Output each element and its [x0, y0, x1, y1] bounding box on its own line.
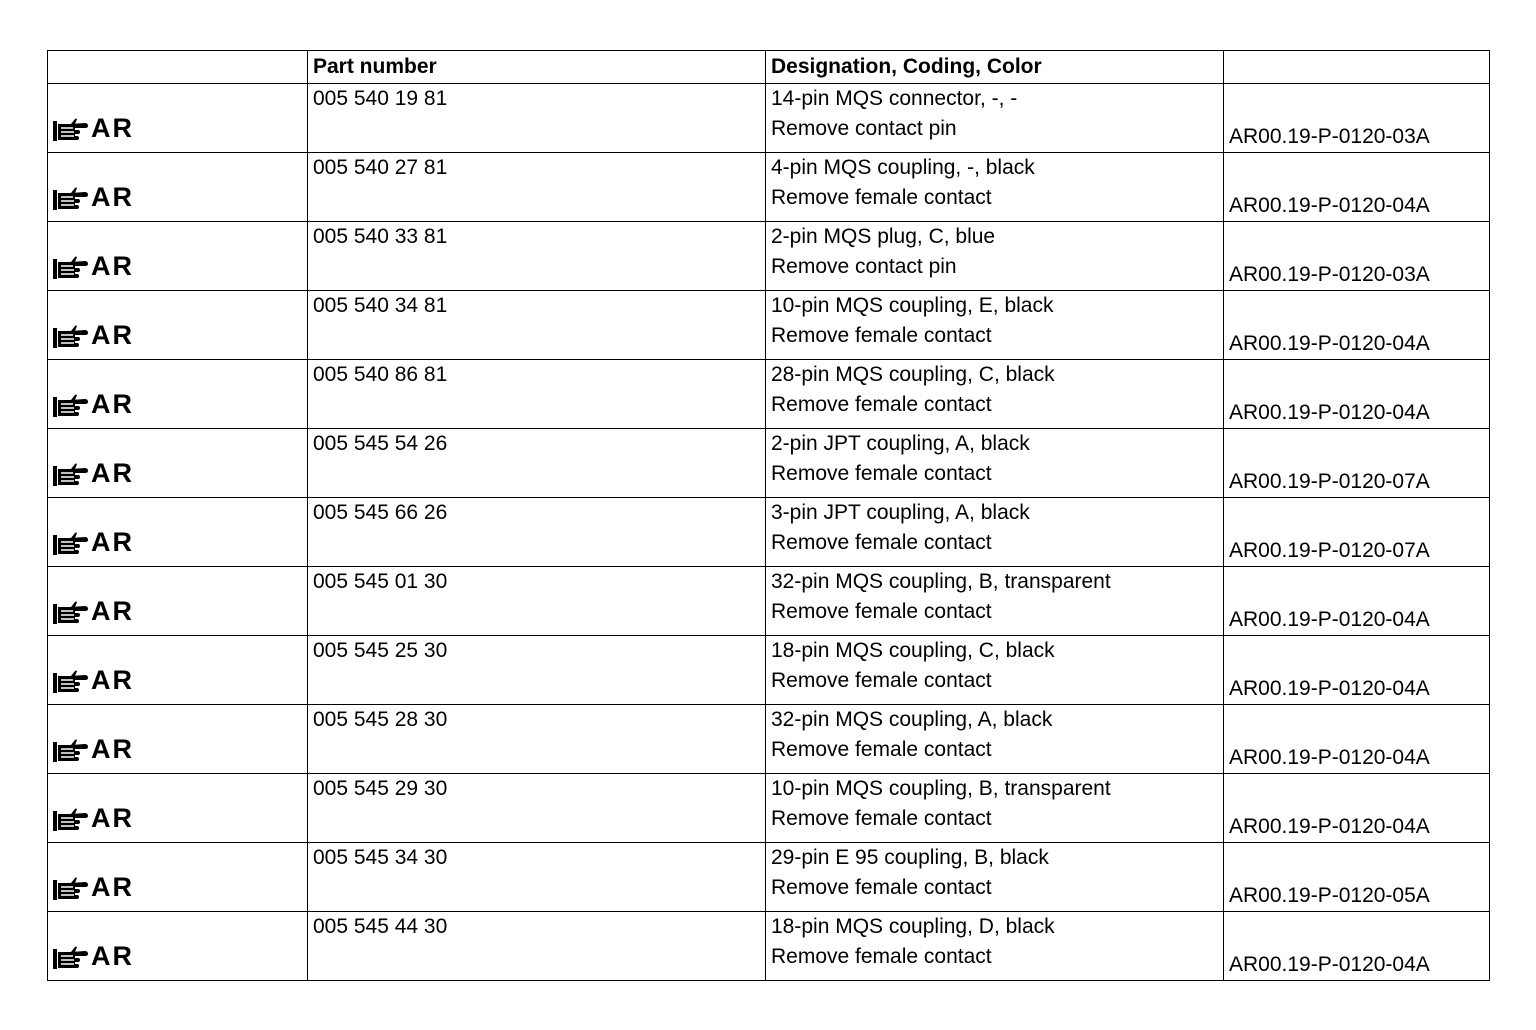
ar-reference[interactable] — [51, 247, 134, 281]
ar-reference[interactable] — [51, 937, 134, 971]
reference-cell — [48, 843, 308, 912]
reference-cell — [48, 705, 308, 774]
ar-label: AR — [91, 251, 134, 281]
designation-text: 10-pin MQS coupling, E, black — [771, 294, 1054, 317]
document-reference-cell[interactable]: AR00.19-P-0120-07A — [1224, 498, 1490, 567]
action-text: Remove contact pin — [771, 255, 957, 278]
document-reference-cell[interactable]: AR00.19-P-0120-04A — [1224, 912, 1490, 981]
part-number-cell: 005 540 19 81 — [308, 84, 766, 153]
ar-label: AR — [91, 941, 134, 971]
reference-cell — [48, 291, 308, 360]
ar-reference[interactable] — [51, 316, 134, 350]
table-row — [48, 291, 1490, 360]
ar-reference[interactable] — [51, 454, 134, 488]
designation-cell — [766, 912, 1224, 981]
designation-text: 14-pin MQS connector, -, - — [771, 87, 1018, 110]
ar-reference[interactable] — [51, 523, 134, 557]
part-number-cell: 005 545 29 30 — [308, 774, 766, 843]
designation-cell — [766, 84, 1224, 153]
ar-reference[interactable] — [51, 730, 134, 764]
designation-text: 2-pin MQS plug, C, blue — [771, 225, 996, 248]
part-number-cell: 005 540 34 81 — [308, 291, 766, 360]
header-blank-left — [48, 51, 308, 84]
ar-reference[interactable] — [51, 868, 134, 902]
pointing-hand-icon — [51, 874, 89, 902]
document-reference-cell[interactable]: AR00.19-P-0120-07A — [1224, 429, 1490, 498]
action-text: Remove female contact — [771, 807, 992, 830]
reference-cell — [48, 774, 308, 843]
table-row — [48, 774, 1490, 843]
part-number-cell: 005 545 66 26 — [308, 498, 766, 567]
document-reference-cell[interactable]: AR00.19-P-0120-03A — [1224, 222, 1490, 291]
action-text: Remove female contact — [771, 600, 992, 623]
pointing-hand-icon — [51, 667, 89, 695]
header-designation: Designation, Coding, Color — [766, 51, 1224, 84]
designation-cell — [766, 567, 1224, 636]
action-text: Remove female contact — [771, 876, 992, 899]
designation-text: 4-pin MQS coupling, -, black — [771, 156, 1035, 179]
designation-cell — [766, 222, 1224, 291]
table-header-row — [48, 51, 1490, 84]
table-row — [48, 222, 1490, 291]
designation-cell — [766, 774, 1224, 843]
ar-reference[interactable] — [51, 799, 134, 833]
table-row — [48, 705, 1490, 774]
table-row — [48, 843, 1490, 912]
pointing-hand-icon — [51, 460, 89, 488]
document-reference-cell[interactable]: AR00.19-P-0120-04A — [1224, 636, 1490, 705]
designation-text: 2-pin JPT coupling, A, black — [771, 432, 1030, 455]
designation-text: 3-pin JPT coupling, A, black — [771, 501, 1030, 524]
document-reference-cell[interactable]: AR00.19-P-0120-04A — [1224, 360, 1490, 429]
pointing-hand-icon — [51, 805, 89, 833]
reference-cell — [48, 567, 308, 636]
ar-label: AR — [91, 320, 134, 350]
parts-table — [47, 50, 1490, 981]
ar-label: AR — [91, 665, 134, 695]
pointing-hand-icon — [51, 184, 89, 212]
ar-reference[interactable] — [51, 385, 134, 419]
action-text: Remove female contact — [771, 738, 992, 761]
reference-cell — [48, 84, 308, 153]
table-row — [48, 153, 1490, 222]
table-row — [48, 498, 1490, 567]
document-reference-cell[interactable]: AR00.19-P-0120-03A — [1224, 84, 1490, 153]
part-number-cell: 005 545 34 30 — [308, 843, 766, 912]
designation-cell — [766, 705, 1224, 774]
part-number-cell: 005 545 54 26 — [308, 429, 766, 498]
table-row — [48, 912, 1490, 981]
action-text: Remove female contact — [771, 669, 992, 692]
table-row — [48, 429, 1490, 498]
part-number-cell: 005 545 44 30 — [308, 912, 766, 981]
ar-label: AR — [91, 389, 134, 419]
reference-cell — [48, 153, 308, 222]
ar-label: AR — [91, 113, 134, 143]
designation-cell — [766, 498, 1224, 567]
designation-text: 32-pin MQS coupling, B, transparent — [771, 570, 1111, 593]
action-text: Remove female contact — [771, 186, 992, 209]
part-number-cell: 005 540 33 81 — [308, 222, 766, 291]
designation-text: 29-pin E 95 coupling, B, black — [771, 846, 1049, 869]
designation-cell — [766, 429, 1224, 498]
ar-label: AR — [91, 458, 134, 488]
header-blank-right — [1224, 51, 1490, 84]
table-row — [48, 84, 1490, 153]
reference-cell — [48, 360, 308, 429]
document-reference-cell[interactable]: AR00.19-P-0120-04A — [1224, 705, 1490, 774]
ar-label: AR — [91, 872, 134, 902]
designation-cell — [766, 843, 1224, 912]
pointing-hand-icon — [51, 529, 89, 557]
action-text: Remove female contact — [771, 945, 992, 968]
reference-cell — [48, 498, 308, 567]
designation-text: 18-pin MQS coupling, D, black — [771, 915, 1055, 938]
table-row — [48, 636, 1490, 705]
designation-text: 18-pin MQS coupling, C, black — [771, 639, 1055, 662]
ar-reference[interactable] — [51, 592, 134, 626]
action-text: Remove female contact — [771, 393, 992, 416]
document-reference-cell[interactable]: AR00.19-P-0120-04A — [1224, 153, 1490, 222]
document-reference-cell[interactable]: AR00.19-P-0120-04A — [1224, 291, 1490, 360]
table-row — [48, 567, 1490, 636]
ar-label: AR — [91, 182, 134, 212]
header-part-number: Part number — [308, 51, 766, 84]
pointing-hand-icon — [51, 598, 89, 626]
reference-cell — [48, 222, 308, 291]
ar-reference[interactable] — [51, 109, 134, 143]
part-number-cell: 005 540 27 81 — [308, 153, 766, 222]
ar-label: AR — [91, 527, 134, 557]
table-row — [48, 360, 1490, 429]
designation-cell — [766, 360, 1224, 429]
designation-text: 10-pin MQS coupling, B, transparent — [771, 777, 1111, 800]
designation-cell — [766, 636, 1224, 705]
ar-label: AR — [91, 734, 134, 764]
action-text: Remove contact pin — [771, 117, 957, 140]
ar-reference[interactable] — [51, 661, 134, 695]
pointing-hand-icon — [51, 253, 89, 281]
ar-label: AR — [91, 596, 134, 626]
designation-cell — [766, 153, 1224, 222]
document-reference-cell[interactable]: AR00.19-P-0120-05A — [1224, 843, 1490, 912]
document-reference-cell[interactable]: AR00.19-P-0120-04A — [1224, 774, 1490, 843]
designation-text: 28-pin MQS coupling, C, black — [771, 363, 1055, 386]
reference-cell — [48, 912, 308, 981]
pointing-hand-icon — [51, 736, 89, 764]
part-number-cell: 005 545 01 30 — [308, 567, 766, 636]
pointing-hand-icon — [51, 391, 89, 419]
document-reference-cell[interactable]: AR00.19-P-0120-04A — [1224, 567, 1490, 636]
pointing-hand-icon — [51, 943, 89, 971]
pointing-hand-icon — [51, 115, 89, 143]
ar-label: AR — [91, 803, 134, 833]
reference-cell — [48, 636, 308, 705]
action-text: Remove female contact — [771, 462, 992, 485]
designation-text: 32-pin MQS coupling, A, black — [771, 708, 1053, 731]
action-text: Remove female contact — [771, 324, 992, 347]
designation-cell — [766, 291, 1224, 360]
action-text: Remove female contact — [771, 531, 992, 554]
part-number-cell: 005 540 86 81 — [308, 360, 766, 429]
pointing-hand-icon — [51, 322, 89, 350]
part-number-cell: 005 545 25 30 — [308, 636, 766, 705]
reference-cell — [48, 429, 308, 498]
part-number-cell: 005 545 28 30 — [308, 705, 766, 774]
ar-reference[interactable] — [51, 178, 134, 212]
